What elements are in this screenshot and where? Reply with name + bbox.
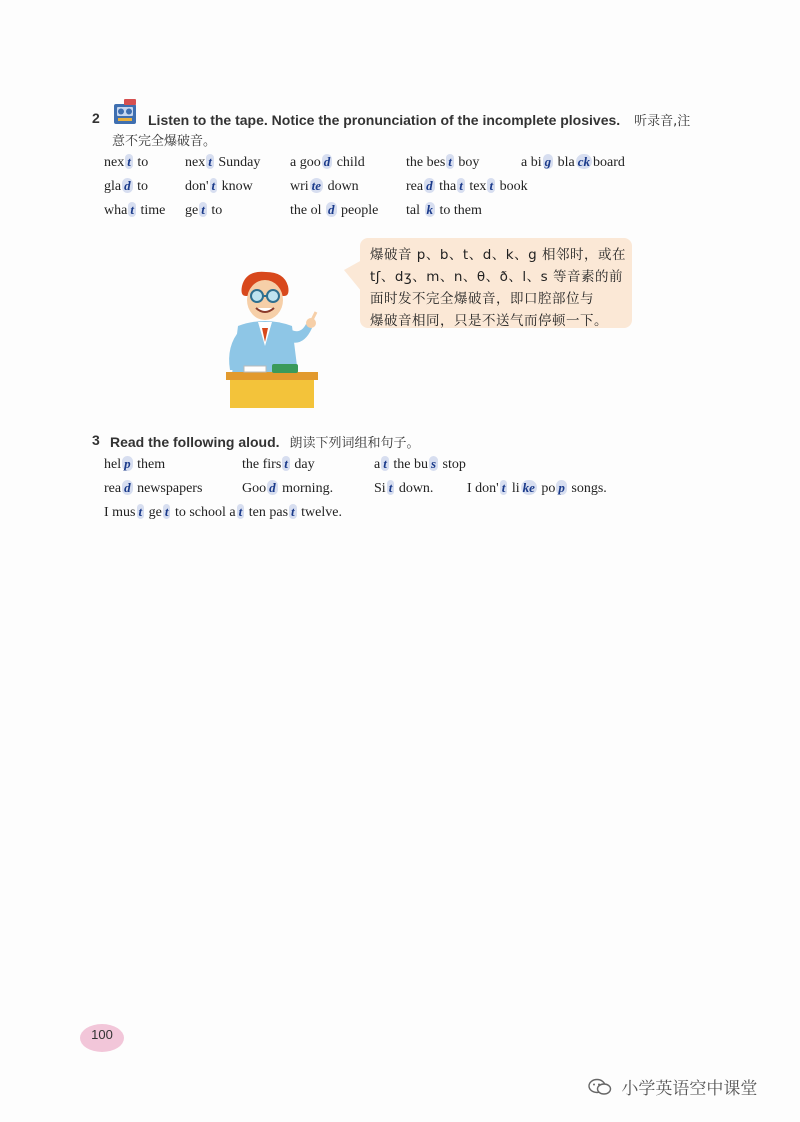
incomplete-plosive-letter: ke bbox=[522, 480, 535, 495]
phrase-text: down. bbox=[395, 481, 434, 496]
phrase-text: to bbox=[133, 155, 149, 170]
incomplete-plosive-letter: t bbox=[501, 480, 506, 495]
phrase-text: them bbox=[133, 457, 166, 472]
watermark-text: 小学英语空中课堂 bbox=[621, 1079, 758, 1099]
phrase-text: ten pas bbox=[245, 505, 289, 520]
phrase-text: hel bbox=[104, 457, 122, 472]
section-2-title-en: Listen to the tape. Notice the pronunciation of the incomplete plosives. bbox=[148, 112, 621, 128]
phrase-text: the ol bbox=[290, 203, 325, 218]
incomplete-plosive-letter: t bbox=[130, 202, 134, 217]
phrase bbox=[521, 153, 625, 173]
phrase-text: the firs bbox=[242, 457, 282, 472]
incomplete-plosive-letter: t bbox=[138, 504, 143, 519]
incomplete-plosive-letter: t bbox=[211, 178, 216, 193]
section-2-title-cn-2: 意不完全爆破音。 bbox=[112, 134, 217, 149]
phrase bbox=[290, 177, 359, 197]
speech-bubble-tail bbox=[344, 260, 362, 292]
section-3-number: 3 bbox=[92, 432, 100, 448]
phrase-text: a goo bbox=[290, 155, 321, 170]
phrase-text: songs. bbox=[567, 481, 607, 496]
incomplete-plosive-letter: t bbox=[164, 504, 169, 519]
incomplete-plosive-letter: g bbox=[544, 154, 552, 169]
phrase-text: wha bbox=[104, 203, 128, 218]
speech-bubble bbox=[360, 238, 632, 328]
phrase-text: tha bbox=[435, 179, 457, 194]
phrase-text: ge bbox=[185, 203, 199, 218]
incomplete-plosive-letter: d bbox=[124, 178, 131, 193]
phrase bbox=[374, 479, 433, 499]
incomplete-plosive-letter: t bbox=[448, 154, 452, 169]
phrase-text: child bbox=[333, 155, 365, 170]
section-2-title-cn: 听录音,注 bbox=[634, 114, 691, 129]
phrase-text: twelve. bbox=[297, 505, 342, 520]
phrase-text: ge bbox=[145, 505, 162, 520]
incomplete-plosive-letter: t bbox=[383, 456, 387, 471]
phrase bbox=[374, 455, 466, 475]
bubble-line: tʃ、dʒ、m、n、θ、ð、l、s 等音素的前 bbox=[370, 269, 623, 285]
incomplete-plosive-letter: d bbox=[323, 154, 331, 169]
incomplete-plosive-letter: k bbox=[426, 202, 433, 217]
incomplete-plosive-letter: t bbox=[459, 178, 463, 193]
phrase bbox=[406, 153, 479, 173]
incomplete-plosive-letter: p bbox=[124, 456, 131, 471]
phrase bbox=[290, 153, 365, 173]
incomplete-plosive-letter: t bbox=[238, 504, 243, 519]
phrase-text: rea bbox=[104, 481, 122, 496]
incomplete-plosive-letter: d bbox=[426, 178, 433, 193]
phrase bbox=[406, 201, 482, 221]
phrase bbox=[104, 177, 148, 197]
section-3-title bbox=[110, 432, 419, 451]
phrase-text: people bbox=[337, 203, 379, 218]
phrase-text: down bbox=[324, 179, 359, 194]
phrase-text: to bbox=[207, 203, 223, 218]
incomplete-plosive-letter: t bbox=[388, 480, 393, 495]
phrase-text: nex bbox=[104, 155, 125, 170]
incomplete-plosive-letter: p bbox=[558, 480, 565, 495]
incomplete-plosive-letter: t bbox=[284, 456, 288, 471]
phrase-text: Si bbox=[374, 481, 386, 496]
phrase-text: newspapers bbox=[133, 481, 203, 496]
phrase bbox=[104, 455, 165, 475]
section-3-title-cn: 朗读下列词组和句子。 bbox=[289, 436, 420, 451]
phrase-text: I don' bbox=[467, 481, 499, 496]
section-3-title-en: Read the following aloud. bbox=[110, 434, 280, 450]
bubble-line: 爆破音相同，只是不送气而停顿一下。 bbox=[370, 313, 608, 329]
phrase-text: nex bbox=[185, 155, 206, 170]
phrase-text: stop bbox=[439, 457, 466, 472]
wechat-icon bbox=[588, 1078, 612, 1101]
phrase-text: gla bbox=[104, 179, 122, 194]
phrase bbox=[242, 455, 315, 475]
page-number: 100 bbox=[80, 1024, 124, 1052]
phrase bbox=[104, 201, 165, 221]
phrase-text: the bes bbox=[406, 155, 446, 170]
incomplete-plosive-letter: d bbox=[269, 480, 276, 495]
incomplete-plosive-letter: d bbox=[124, 480, 131, 495]
incomplete-plosive-letter: t bbox=[291, 504, 295, 519]
phrase-text: tex bbox=[465, 179, 487, 194]
incomplete-plosive-letter: t bbox=[489, 178, 494, 193]
phrase-text: po bbox=[537, 481, 556, 496]
phrase-text: day bbox=[290, 457, 315, 472]
phrase-text: wri bbox=[290, 179, 309, 194]
phrase bbox=[104, 503, 342, 523]
phrase bbox=[406, 177, 528, 197]
teacher-illustration bbox=[212, 266, 328, 416]
phrase-text: to them bbox=[436, 203, 482, 218]
phrase bbox=[242, 479, 333, 499]
incomplete-plosive-letter: t bbox=[127, 154, 131, 169]
phrase-text: a bi bbox=[521, 155, 542, 170]
phrase-text: a bbox=[374, 457, 381, 472]
incomplete-plosive-letter: t bbox=[201, 202, 205, 217]
phrase bbox=[104, 479, 202, 499]
incomplete-plosive-letter: t bbox=[208, 154, 212, 169]
phrase-text: bla bbox=[554, 155, 575, 170]
phrase-text: the bu bbox=[389, 457, 428, 472]
phrase-text: tal bbox=[406, 203, 424, 218]
incomplete-plosive-letter: s bbox=[430, 456, 437, 471]
incomplete-plosive-letter: d bbox=[328, 202, 335, 217]
bubble-line: 爆破音 p、b、t、d、k、g 相邻时，或在 bbox=[370, 247, 626, 263]
phrase-text: rea bbox=[406, 179, 424, 194]
phrase-text: to bbox=[133, 179, 148, 194]
section-2-number: 2 bbox=[92, 110, 100, 126]
phrase-text: board bbox=[593, 155, 625, 170]
phrase-text: li bbox=[508, 481, 520, 496]
phrase-text: I mus bbox=[104, 505, 136, 520]
phrase bbox=[104, 153, 148, 173]
bubble-line: 面时发不完全爆破音，即口腔部位与 bbox=[370, 291, 594, 307]
phrase bbox=[185, 201, 222, 221]
phrase-text: time bbox=[136, 203, 166, 218]
phrase-text: don' bbox=[185, 179, 209, 194]
phrase-text: to school a bbox=[171, 505, 236, 520]
tape-recorder-icon bbox=[110, 98, 142, 128]
phrase-text: know bbox=[218, 179, 253, 194]
phrase-text: boy bbox=[454, 155, 480, 170]
phrase-text: Sunday bbox=[214, 155, 261, 170]
watermark bbox=[588, 1074, 757, 1101]
section-2-title bbox=[148, 110, 690, 129]
phrase bbox=[467, 479, 607, 499]
phrase-text: Goo bbox=[242, 481, 267, 496]
incomplete-plosive-letter: te bbox=[311, 178, 322, 193]
phrase-text: book bbox=[496, 179, 528, 194]
phrase bbox=[185, 153, 260, 173]
phrase-text: morning. bbox=[278, 481, 334, 496]
incomplete-plosive-letter: ck bbox=[577, 154, 590, 169]
phrase bbox=[185, 177, 253, 197]
phrase bbox=[290, 201, 378, 221]
